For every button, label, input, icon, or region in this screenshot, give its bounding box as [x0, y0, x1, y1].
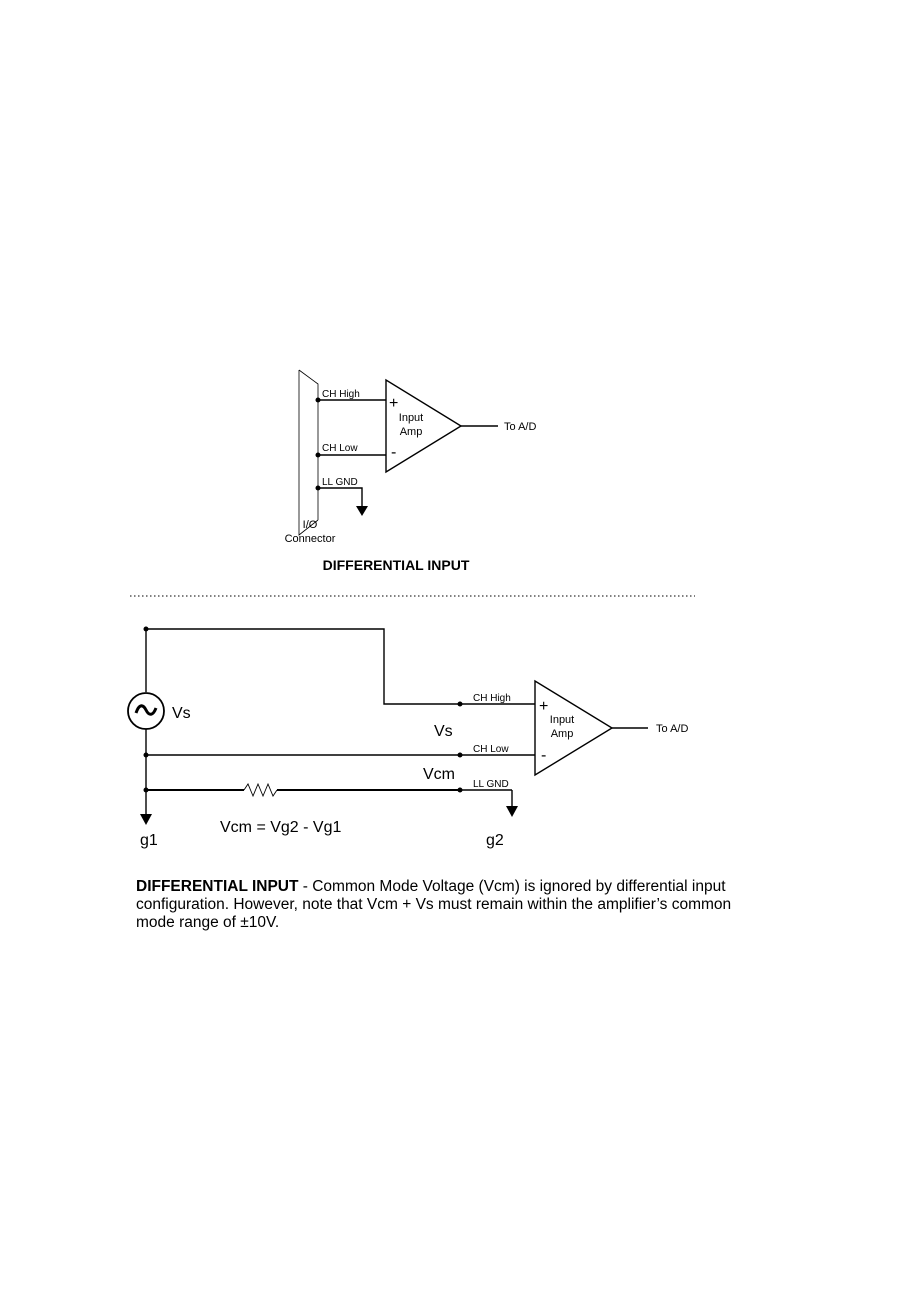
ground-arrow-top — [356, 506, 368, 516]
label-output-top: To A/D — [504, 421, 537, 433]
dot-ch-low-pin — [458, 753, 463, 758]
amp-label-bottom-2: Amp — [550, 728, 574, 740]
label-g2: g2 — [486, 832, 504, 849]
amp-label-bottom-1: Input — [549, 714, 575, 726]
dot-ch-low-source — [144, 753, 149, 758]
dot-gnd-source — [144, 788, 149, 793]
wire-source-top — [146, 629, 460, 704]
amplifier-triangle-top — [386, 380, 461, 472]
resistor-symbol — [244, 784, 277, 796]
label-vcm: Vcm — [423, 766, 455, 783]
amp-plus-bottom: + — [539, 698, 549, 715]
label-output-bottom: To A/D — [656, 723, 689, 735]
label-ch-low: CH Low — [322, 443, 358, 454]
amp-plus-top: + — [389, 395, 399, 412]
ground-arrow-g1 — [140, 814, 152, 825]
label-equation: Vcm = Vg2 - Vg1 — [220, 819, 342, 836]
amplifier-triangle-bottom — [535, 681, 612, 775]
io-connector-outline-top — [299, 370, 318, 520]
label-ch-high: CH High — [322, 389, 360, 400]
ground-arrow-g2 — [506, 806, 518, 817]
top-circuit — [285, 370, 537, 573]
amp-minus-top: - — [391, 444, 397, 461]
label-ll-gnd-bottom: LL GND — [473, 779, 509, 790]
source-label: Vs — [172, 705, 191, 722]
label-g1: g1 — [140, 832, 158, 849]
dot-gnd-pin — [458, 788, 463, 793]
label-connector-2: Connector — [284, 533, 336, 545]
amp-label-top-2: Amp — [399, 426, 423, 438]
dot-ch-high-pin — [458, 702, 463, 707]
caption-bold-term: DIFFERENTIAL INPUT — [136, 878, 299, 895]
bottom-circuit — [128, 627, 688, 850]
label-ch-high-bottom: CH High — [473, 693, 511, 704]
wire-ll-gnd — [318, 488, 362, 508]
label-vs-diff: Vs — [434, 723, 453, 740]
amp-label-top-1: Input — [398, 412, 424, 424]
label-ch-low-bottom: CH Low — [473, 744, 509, 755]
io-connector-outline — [299, 370, 318, 535]
amp-minus-bottom: - — [541, 747, 547, 764]
label-connector-1: I/O — [302, 519, 318, 531]
caption-text: - Common Mode Voltage (Vcm) is ignored by differential input configuration. However, note that Vcm + Vs must remain within the amplifier’s common mode range of ±10V. — [136, 878, 732, 931]
top-diagram-title: DIFFERENTIAL INPUT — [322, 557, 470, 573]
source-tilde-icon — [136, 706, 156, 714]
caption-paragraph — [136, 878, 736, 932]
label-ll-gnd: LL GND — [322, 477, 358, 488]
